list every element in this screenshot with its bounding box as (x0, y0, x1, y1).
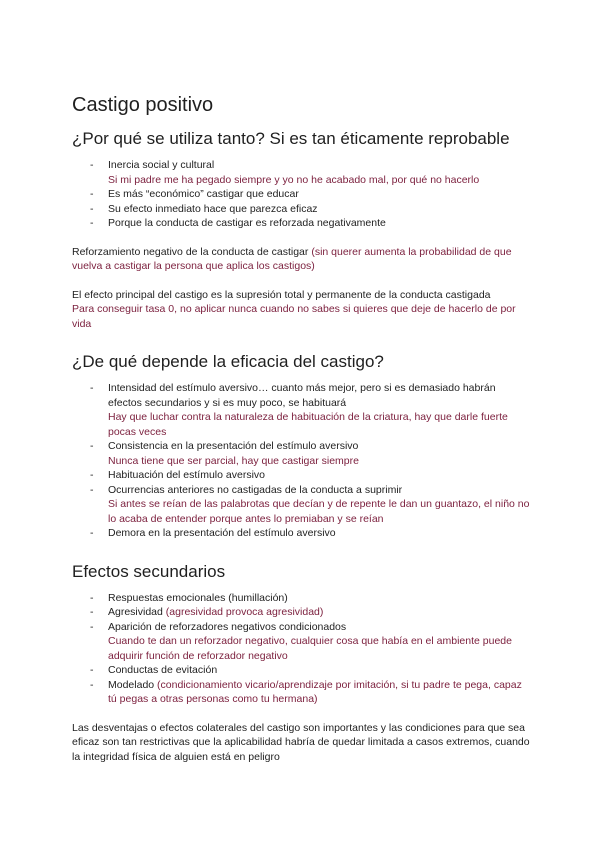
list-item-note: Si mi padre me ha pegado siempre y yo no he acabado mal, por qué no hacerlo (108, 173, 480, 186)
list-item-text: Intensidad del estímulo aversivo… cuanto más mejor, pero si es demasiado habrán efectos secundarios y si es muy poco, se habituará (108, 382, 496, 409)
list-item-note: Hay que luchar contra la naturaleza de habituación de la criatura, hay que darle fuerte pocas veces (108, 411, 508, 438)
list-item-inline-note: (condicionamiento vicario/aprendizaje por imitación, si tu padre te pega, capaz tú pegas a otras personas como tu hermana) (108, 678, 522, 705)
section-heading-side-effects: Efectos secundarios (72, 561, 226, 581)
list-item (72, 526, 532, 541)
list-item (72, 381, 532, 439)
list-item-text: Inercia social y cultural (108, 159, 215, 171)
page-title: Castigo positivo (72, 94, 214, 116)
list-item-text: Modelado (108, 678, 155, 691)
list-item-text: Habituación del estímulo aversivo (108, 469, 265, 481)
list-item-text: Aparición de reforzadores negativos condicionados (108, 620, 347, 633)
list-item-note: Nunca tiene que ser parcial, hay que castigar siempre (108, 454, 359, 467)
why-used-list (72, 158, 532, 231)
list-item-note: Si antes se reían de las palabrotas que decían y de repente le dan un guantazo, el niño no lo acaba de entender porque antes lo premiaban y se reían (108, 498, 530, 525)
list-item (72, 620, 532, 664)
list-item (72, 678, 532, 707)
list-item-text: Porque la conducta de castigar es reforzada negativamente (108, 217, 386, 229)
list-item (72, 439, 532, 468)
document-body (72, 92, 532, 764)
efficacy-list (72, 381, 532, 541)
list-item (72, 663, 532, 678)
list-item-inline-note: (agresividad provoca agresividad) (165, 606, 324, 618)
paragraph-negative-reinforcement (72, 245, 532, 274)
list-item-text: Su efecto inmediato hace que parezca eficaz (108, 202, 318, 215)
list-item-note: Cuando te dan un reforzador negativo, cualquier cosa que había en el ambiente puede adquirir función de reforzador negativo (108, 635, 512, 662)
list-item-text: Es más “económico” castigar que educar (108, 188, 299, 200)
list-item (72, 216, 532, 231)
paragraph-note: Para conseguir tasa 0, no aplicar nunca cuando no sabes si quieres que deje de hacerlo de por vida (72, 303, 516, 330)
list-item (72, 468, 532, 483)
section-heading-efficacy: ¿De qué depende la eficacia del castigo? (72, 352, 384, 371)
list-item (72, 591, 532, 606)
list-item (72, 605, 532, 620)
paragraph-main-effect (72, 288, 532, 332)
section-heading-why-used: ¿Por qué se utiliza tanto? Si es tan éticamente reprobable (72, 129, 510, 148)
paragraph-conclusion: Las desventajas o efectos colaterales del castigo son importantes y las condiciones para que sea eficaz son tan restrictivas que la aplicabilidad habría de quedar limitada a casos extremos, cuando la integridad física de alguien está en peligro (72, 721, 530, 763)
list-item-text: Agresividad (108, 606, 163, 618)
list-item-text: Respuestas emocionales (humillación) (108, 591, 288, 604)
side-effects-list (72, 591, 532, 707)
list-item (72, 187, 532, 202)
list-item (72, 483, 532, 527)
list-item-text: Conductas de evitación (108, 664, 218, 676)
paragraph-text: El efecto principal del castigo es la supresión total y permanente de la conducta castigada (72, 288, 491, 301)
list-item-text: Ocurrencias anteriores no castigadas de la conducta a suprimir (108, 483, 403, 496)
list-item-text: Consistencia en la presentación del estímulo aversivo (108, 440, 359, 452)
list-item (72, 202, 532, 217)
paragraph-text: Reforzamiento negativo de la conducta de castigar (72, 245, 309, 258)
list-item-text: Demora en la presentación del estímulo aversivo (108, 527, 336, 539)
list-item (72, 158, 532, 187)
paragraph-note: (sin querer aumenta la probabilidad de que vuelva a castigar la persona que aplica los castigos) (72, 245, 512, 272)
